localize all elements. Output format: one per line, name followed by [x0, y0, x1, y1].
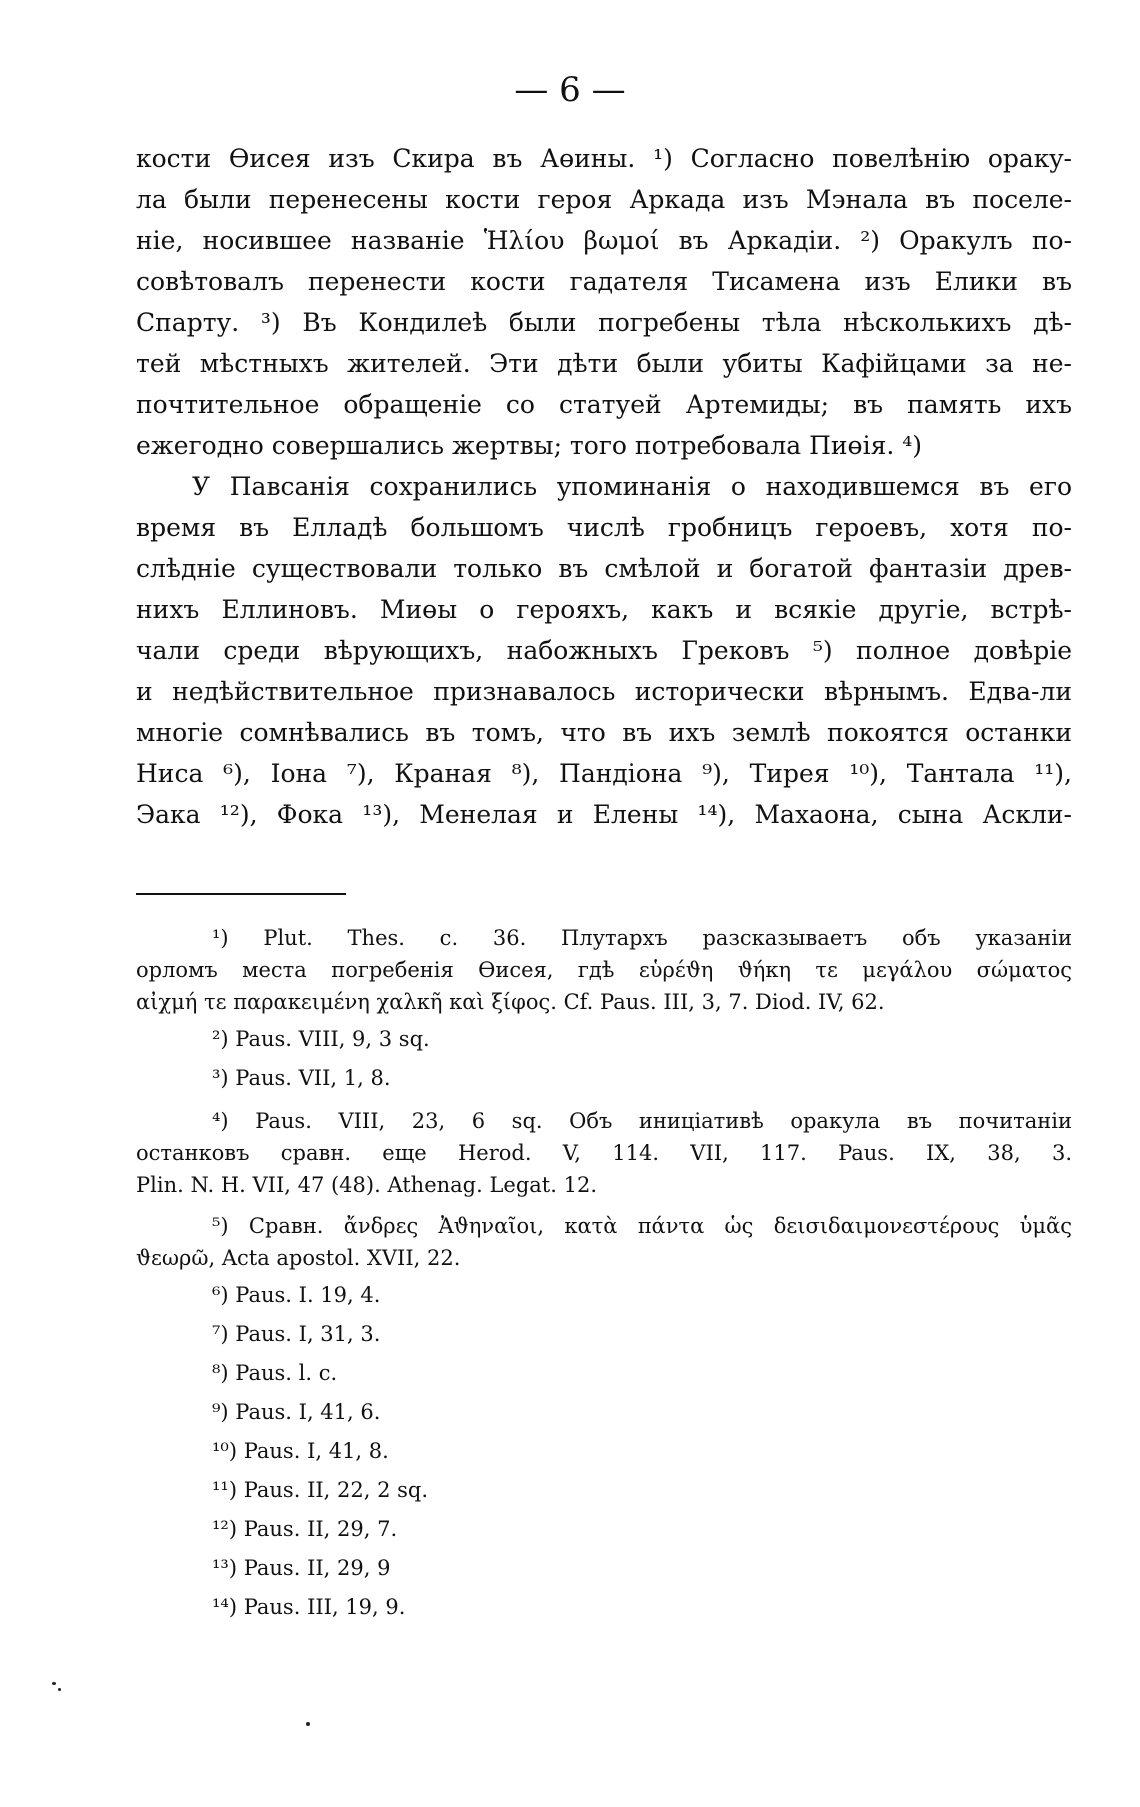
text-line: нихъ Еллиновъ. Миөы о герояхъ, какъ и всякіе другіе, встрѣ-: [136, 595, 1072, 624]
paragraph-start-line: У Павсанія сохранились упоминанія о находившемся въ его: [192, 472, 1072, 501]
text-line: время въ Елладѣ большомъ числѣ гробницъ героевъ, хотя по-: [136, 513, 1072, 542]
footnote-4-cont: останковъ сравн. еще Herod. V, 114. VII, 117. Paus. IX, 38, 3.: [136, 1141, 1072, 1165]
main-text: [136, 138, 1072, 835]
footnote-10: ¹⁰) Paus. I, 41, 8.: [212, 1439, 389, 1463]
footnotes: [136, 922, 1072, 1625]
text-line: Эака ¹²), Фока ¹³), Менелая и Елены ¹⁴), Махаона, сына Аскли-: [136, 800, 1072, 829]
text-line: многіе сомнѣвались въ томъ, что въ ихъ землѣ покоятся останки: [136, 718, 1072, 747]
footnote-separator: [136, 893, 346, 895]
scan-speck: [306, 1722, 310, 1726]
footnote-4: ⁴) Paus. VIII, 23, 6 sq. Объ иниціативѣ оракула въ почитаніи: [212, 1109, 1072, 1133]
text-line: тей мѣстныхъ жителей. Эти дѣти были убиты Кафійцами за не-: [136, 349, 1072, 378]
footnote-1: ¹) Plut. Thes. c. 36. Плутархъ разсказываетъ объ указаніи: [212, 926, 1072, 950]
footnote-2: ²) Paus. VIII, 9, 3 sq.: [212, 1027, 430, 1051]
text-line: ежегодно совершались жертвы; того потребовала Пиөія. ⁴): [136, 431, 923, 460]
footnote-13: ¹³) Paus. II, 29, 9: [212, 1556, 391, 1580]
footnote-11: ¹¹) Paus. II, 22, 2 sq.: [212, 1478, 429, 1502]
text-line: слѣдніе существовали только въ смѣлой и богатой фантазіи древ-: [136, 554, 1072, 583]
text-line: Спарту. ³) Въ Кондилеѣ были погребены тѣла нѣсколькихъ дѣ-: [136, 308, 1072, 337]
text-line: чали среди вѣрующихъ, набожныхъ Грековъ ⁵) полное довѣріе: [136, 636, 1072, 665]
text-line: и недѣйствительное признавалось исторически вѣрнымъ. Едва-ли: [136, 677, 1072, 706]
text-line: совѣтовалъ перенести кости гадателя Тисамена изъ Елики въ: [136, 267, 1072, 296]
text-line: Ниса ⁶), Іона ⁷), Краная ⁸), Пандіона ⁹), Тирея ¹⁰), Тантала ¹¹),: [136, 759, 1072, 788]
footnote-6: ⁶) Paus. I. 19, 4.: [212, 1283, 381, 1307]
footnote-5: ⁵) Сравн. ἄνδρες Ἀϑηναῖοι, κατὰ πάντα ὡς δεισιδαιμονεστέρους ὑμᾶς: [212, 1214, 1072, 1238]
footnote-8: ⁸) Paus. l. c.: [212, 1361, 338, 1385]
scan-speck: [58, 1688, 61, 1691]
text-line: ла были перенесены кости героя Аркада изъ Мэнала въ поселе-: [136, 185, 1072, 214]
footnote-1-cont: αἰχμή τε παρακειμένη χαλκῆ καὶ ξίφος. Cf. Paus. III, 3, 7. Diod. IV, 62.: [136, 990, 885, 1014]
footnote-7: ⁷) Paus. I, 31, 3.: [212, 1322, 381, 1346]
footnote-12: ¹²) Paus. II, 29, 7.: [212, 1517, 398, 1541]
text-line: почтительное обращеніе со статуей Артемиды; въ память ихъ: [136, 390, 1072, 419]
footnote-5-cont: ϑεωρῶ, Acta apostol. XVII, 22.: [136, 1246, 461, 1270]
footnote-9: ⁹) Paus. I, 41, 6.: [212, 1400, 381, 1424]
scan-speck: [52, 1682, 56, 1685]
text-line: ніе, носившее названіе Ἡλίου βωμοί въ Аркадіи. ²) Оракулъ по-: [136, 226, 1072, 255]
footnote-1-cont: орломъ места погребенія Өисея, гдѣ εὑρέϑη ϑήκη τε μεγάλου σώματος: [136, 958, 1072, 982]
footnote-3: ³) Paus. VII, 1, 8.: [212, 1066, 391, 1090]
footnote-14: ¹⁴) Paus. III, 19, 9.: [212, 1595, 406, 1619]
page-number: — 6 —: [514, 70, 626, 110]
footnote-4-cont: Plin. N. H. VII, 47 (48). Athenag. Legat. 12.: [136, 1173, 597, 1197]
text-line: кости Өисея изъ Скира въ Аөины. ¹) Согласно повелѣнію оракy-: [136, 144, 1072, 173]
